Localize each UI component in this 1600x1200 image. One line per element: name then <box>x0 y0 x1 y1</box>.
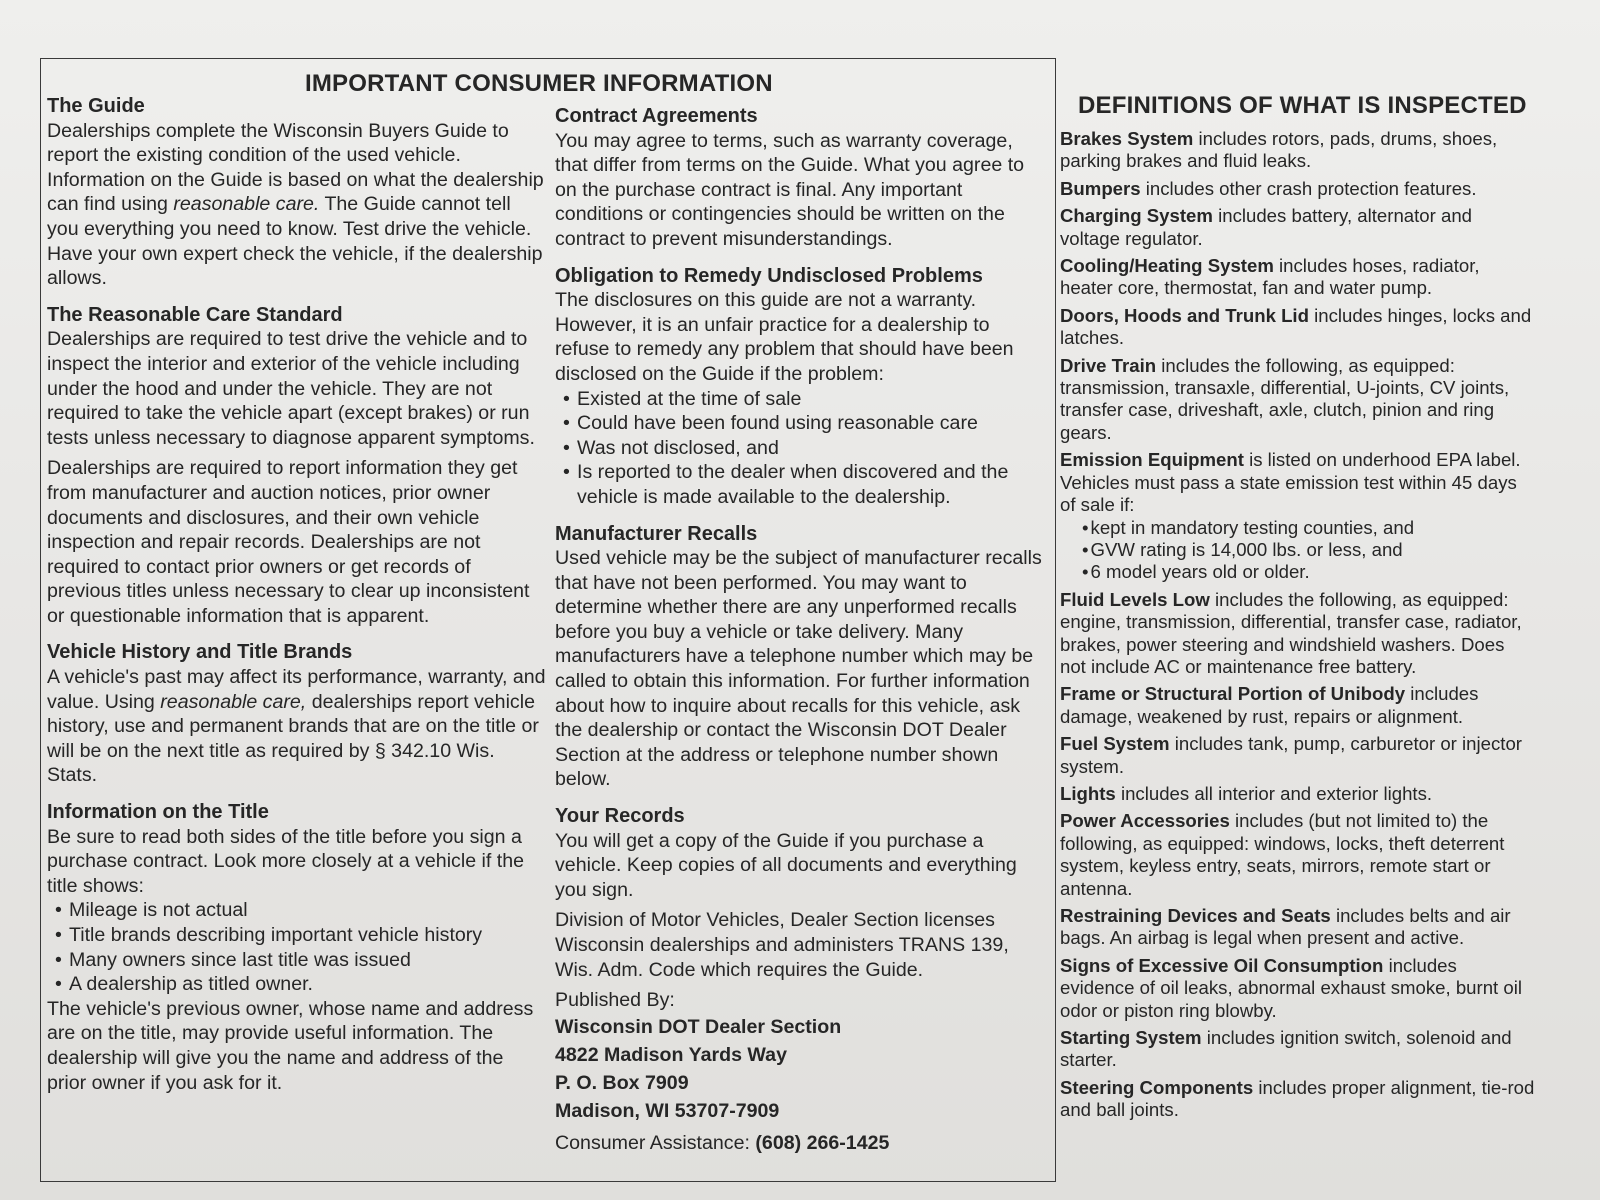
definition-frame-structural: Frame or Structural Portion of Unibody includes damage, weakened by rust, repairs or alignment. <box>1060 683 1479 727</box>
section-text: You will get a copy of the Guide if you purchase a vehicle. Keep copies of all documents and everything you sign. <box>555 829 1017 901</box>
section-text: The vehicle's previous owner, whose name and address are on the title, may provide useful information. The dealership will give you the name and address of the prior owner if you ask for it. <box>47 997 534 1094</box>
list-item: • Mileage is not actual <box>47 898 547 923</box>
section-heading: Manufacturer Recalls <box>555 522 758 545</box>
address-line: 4822 Madison Yards Way <box>555 1043 787 1066</box>
section-heading: Contract Agreements <box>555 105 758 127</box>
section-text: Division of Motor Vehicles, Dealer Section licenses Wisconsin dealerships and administers TRANS 139, Wis. Adm. Code which requires the Guide. <box>555 909 1009 981</box>
list-item: • Title brands describing important vehicle history <box>47 923 547 948</box>
list-item: • Could have been found using reasonable care <box>555 411 1047 436</box>
section-text: Be sure to read both sides of the title before you sign a purchase contract. Look more closely at a vehicle if the title shows: <box>47 825 525 897</box>
info-column-2 <box>555 104 1047 1155</box>
list-item: • Existed at the time of sale <box>555 387 1047 412</box>
definitions-title: DEFINITIONS OF WHAT IS INSPECTED <box>1078 92 1527 119</box>
section-heading: Your Records <box>555 805 685 828</box>
published-by-label: Published By: <box>555 989 675 1012</box>
section-text: The disclosures on this guide are not a warranty. However, it is an unfair practice for a dealership to refuse to remedy any problem that should have been disclosed on the Guide if the problem: <box>555 289 1014 385</box>
consumer-assistance <box>555 1131 1047 1156</box>
consumer-info-title: IMPORTANT CONSUMER INFORMATION <box>305 70 773 97</box>
definition-restraining-devices: Restraining Devices and Seats includes belts and air bags. An airbag is legal when present and active. <box>1060 905 1511 949</box>
section-text: Dealerships are required to report information they get from manufacturer and auction notices, prior owner documents and disclosures, and their own vehicle inspection and repair records. Dealerships are not required to contact prior owners or get records of previous titles unless necessary to clear up inconsistent or questionable information that is apparent. <box>47 457 530 627</box>
assistance-phone: (608) 266-1425 <box>755 1131 890 1154</box>
section-heading: The Guide <box>47 95 145 117</box>
list-item: • kept in mandatory testing counties, and <box>1082 517 1535 539</box>
definition-bumpers: Bumpers includes other crash protection features. <box>1060 177 1477 199</box>
address-line: Wisconsin DOT Dealer Section <box>555 1015 842 1038</box>
section-text: You may agree to terms, such as warranty coverage, that differ from terms on the Guide. What you agree to on the purchase contract is final. Any important conditions or contingencies should be written on the contract to prevent misunderstandings. <box>555 129 1025 250</box>
title-bullet-list <box>47 898 547 996</box>
definitions-list <box>1060 128 1535 1127</box>
definition-excessive-oil-consumption: Signs of Excessive Oil Consumption includes evidence of oil leaks, abnormal exhaust smoke, burnt oil odor or piston ring blowby. <box>1060 954 1522 1021</box>
assistance-label: Consumer Assistance: <box>555 1131 750 1154</box>
section-heading: Vehicle History and Title Brands <box>47 641 353 664</box>
list-item: • 6 model years old or older. <box>1082 561 1535 583</box>
definition-starting-system: Starting System includes ignition switch, solenoid and starter. <box>1060 1027 1512 1071</box>
list-item: • Many owners since last title was issued <box>47 948 547 973</box>
definition-emission-equipment: Emission Equipment is listed on underhood EPA label. Vehicles must pass a state emission test within 45 days of sale if: • kept in mandatory testing counties, and • GVW rating is 14,000 lbs. or less, and • 6 model years old or older. <box>1060 449 1535 583</box>
list-item: • GVW rating is 14,000 lbs. or less, and <box>1082 539 1535 561</box>
section-heading: Obligation to Remedy Undisclosed Problems <box>555 264 983 287</box>
emission-bullet-list <box>1060 517 1535 584</box>
section-title-information <box>47 800 547 1095</box>
remedy-bullet-list <box>555 387 1047 510</box>
info-column-1 <box>47 94 547 1095</box>
section-vehicle-history <box>47 640 547 788</box>
section-heading: Information on the Title <box>47 801 269 824</box>
list-item: • Was not disclosed, and <box>555 436 1047 461</box>
definition-lights: Lights includes all interior and exterior lights. <box>1060 782 1433 804</box>
address-line: Madison, WI 53707-7909 <box>555 1099 780 1122</box>
section-text: Used vehicle may be the subject of manufacturer recalls that have not been performed. You may want to determine whether there are any unperformed recalls before you buy a vehicle or take delivery. Many manufacturers have a telephone number which may be called to obtain this information. For further information about how to inquire about recalls for this vehicle, ask the dealership or contact the Wisconsin DOT Dealer Section at the address or telephone number shown below. <box>555 547 1042 791</box>
section-heading: The Reasonable Care Standard <box>47 303 343 326</box>
definition-brakes-system: Brakes System includes rotors, pads, drums, shoes, parking brakes and fluid leaks. <box>1060 128 1498 172</box>
section-remedy-problems <box>555 264 1047 510</box>
definition-drive-train: Drive Train includes the following, as equipped: transmission, transaxle, differential, U-joints, CV joints, transfer case, driveshaft, axle, clutch, pinion and ring gears. <box>1060 354 1510 443</box>
section-your-records <box>555 804 1047 1155</box>
definition-power-accessories: Power Accessories includes (but not limited to) the following, as equipped: windows, locks, theft deterrent system, keyless entry, seats, mirrors, remote start or antenna. <box>1060 810 1505 899</box>
section-contract-agreements <box>555 104 1047 252</box>
section-text: A vehicle's past may affect its performance, warranty, and value. Using reasonable care, dealerships report vehicle history, use and permanent brands that are on the title or will be on the next title as required by § 342.10 Wis. Stats. <box>47 666 546 787</box>
section-reasonable-care <box>47 303 547 629</box>
definition-fuel-system: Fuel System includes tank, pump, carburetor or injector system. <box>1060 733 1522 777</box>
section-the-guide <box>47 94 547 291</box>
definition-steering-components: Steering Components includes proper alignment, tie-rod and ball joints. <box>1060 1076 1535 1121</box>
address-line: P. O. Box 7909 <box>555 1071 689 1094</box>
list-item: • A dealership as titled owner. <box>47 972 547 997</box>
definition-fluid-levels-low: Fluid Levels Low includes the following, as equipped: engine, transmission, differential, transfer case, radiator, brakes, power steering and windshield washers. Does not include AC or maintenance free battery. <box>1060 588 1522 677</box>
definition-cooling-heating-system: Cooling/Heating System includes hoses, radiator, heater core, thermostat, fan and water pump. <box>1060 255 1480 299</box>
section-text: Dealerships are required to test drive the vehicle and to inspect the interior and exterior of the vehicle including under the hood and under the vehicle. They are not required to take the vehicle apart (except brakes) or run tests unless necessary to diagnose apparent symptoms. <box>47 328 535 449</box>
section-text: Dealerships complete the Wisconsin Buyers Guide to report the existing condition of the used vehicle. Information on the Guide is based on what the dealership can find using reasonable care. The Guide cannot tell you everything you need to know. Test drive the vehicle. Have your own expert check the vehicle, if the dealership allows. <box>47 119 544 290</box>
section-manufacturer-recalls <box>555 522 1047 793</box>
definition-charging-system: Charging System includes battery, alternator and voltage regulator. <box>1060 205 1473 249</box>
definition-doors-hoods-trunk-lid: Doors, Hoods and Trunk Lid includes hinges, locks and latches. <box>1060 304 1532 349</box>
list-item: • Is reported to the dealer when discovered and the vehicle is made available to the dealership. <box>555 460 1047 509</box>
